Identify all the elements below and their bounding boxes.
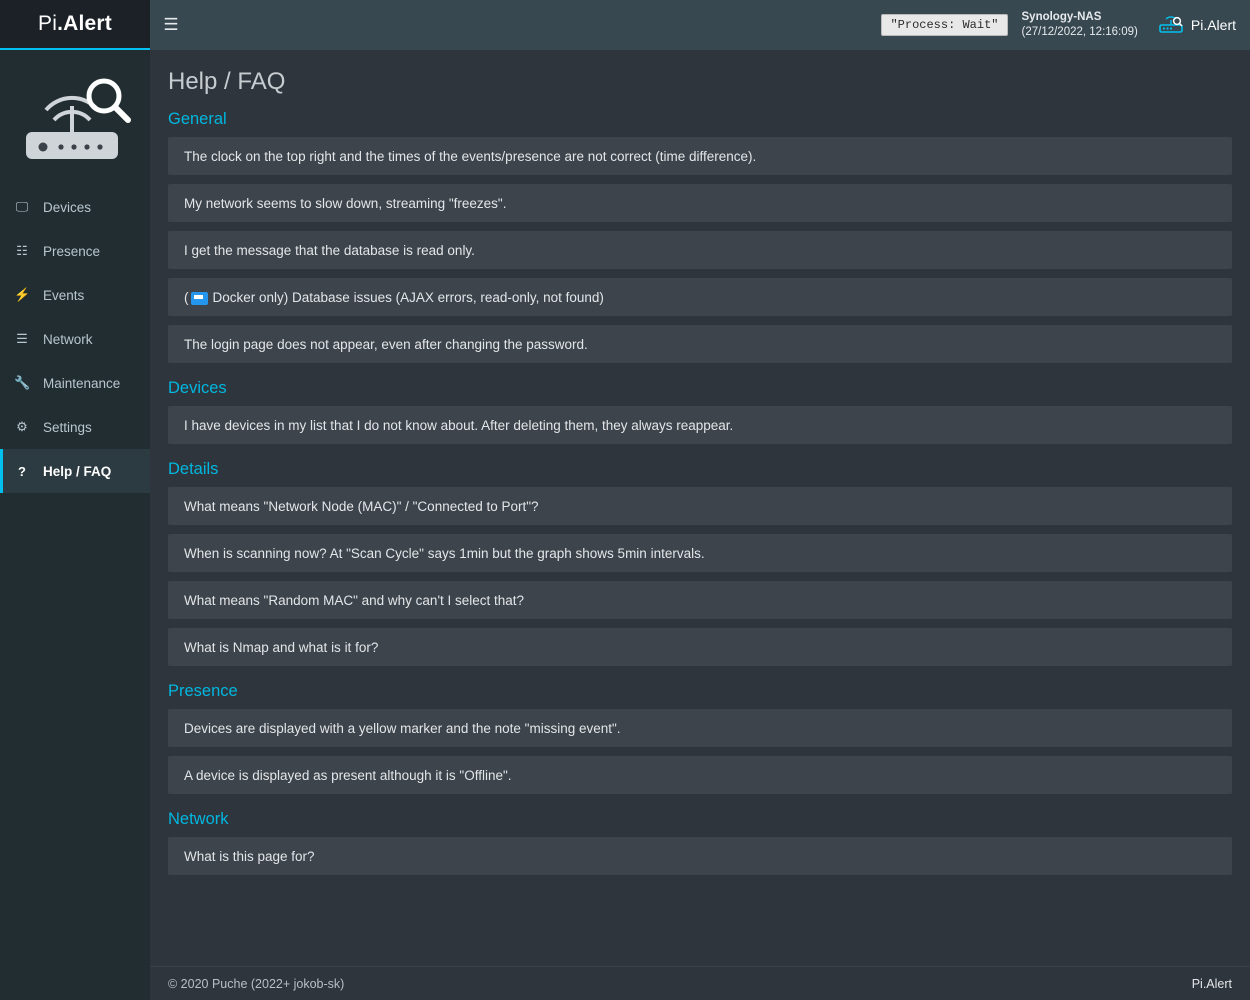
- top-navbar-right: [881, 10, 1236, 40]
- footer: [150, 966, 1250, 1000]
- app-logo[interactable]: [0, 0, 150, 50]
- page-title: Help / FAQ: [168, 68, 286, 95]
- router-icon: [1158, 14, 1184, 37]
- calendar-icon: ☷: [16, 243, 28, 258]
- faq-item[interactable]: What is Nmap and what is it for?: [168, 628, 1232, 666]
- host-time: (27/12/2022, 12:16:09): [1021, 26, 1138, 38]
- section-title-presence: Presence: [168, 682, 238, 700]
- hamburger-menu-icon[interactable]: ☰: [163, 15, 179, 34]
- sidebar-item-label: Devices: [43, 199, 92, 215]
- footer-copyright: © 2020 Puche (2022+ jokob-sk): [168, 976, 345, 991]
- faq-item[interactable]: [168, 278, 1232, 316]
- faq-item[interactable]: When is scanning now? At "Scan Cycle" says 1min but the graph shows 5min intervals.: [168, 534, 1232, 572]
- section-title-details: Details: [168, 460, 219, 478]
- section-title-devices: Devices: [168, 379, 227, 397]
- faq-item[interactable]: I have devices in my list that I do not know about. After deleting them, they always reappear.: [168, 406, 1232, 444]
- top-navbar: [150, 0, 1250, 50]
- sidebar-item-label: Events: [43, 287, 85, 303]
- faq-item[interactable]: What is this page for?: [168, 837, 1232, 875]
- faq-item[interactable]: My network seems to slow down, streaming "freezes".: [168, 184, 1232, 222]
- faq-item[interactable]: Devices are displayed with a yellow marker and the note "missing event".: [168, 709, 1232, 747]
- content-inner: [150, 50, 1250, 966]
- faq-item[interactable]: I get the message that the database is read only.: [168, 231, 1232, 269]
- process-status-badge: "Process: Wait": [881, 14, 1007, 36]
- sidebar-item-label: Settings: [43, 419, 92, 435]
- logo-text-light: Pi: [38, 12, 58, 35]
- section-title-network: Network: [168, 810, 229, 828]
- docker-icon: [191, 292, 208, 305]
- sidebar-item-devices[interactable]: [0, 185, 150, 229]
- host-info: [1022, 10, 1138, 40]
- sidebar-item-settings[interactable]: [0, 405, 150, 449]
- sidebar-item-maintenance[interactable]: [0, 361, 150, 405]
- body-wrapper: [0, 50, 1250, 1000]
- faq-item[interactable]: What means "Random MAC" and why can't I select that?: [168, 581, 1232, 619]
- brand-right-label: Pi.Alert: [1190, 17, 1236, 33]
- sidebar-item-label: Presence: [43, 243, 101, 259]
- list-icon: ☰: [16, 331, 28, 346]
- question-mark-icon: ?: [18, 463, 26, 479]
- footer-brand: Pi.Alert: [1191, 976, 1232, 991]
- bolt-icon: ⚡: [14, 287, 31, 302]
- faq-item[interactable]: The clock on the top right and the times of the events/presence are not correct (time difference).: [168, 137, 1232, 175]
- section-title-general: General: [168, 110, 227, 128]
- monitor-icon: 🖵: [15, 199, 29, 214]
- faq-item[interactable]: A device is displayed as present although it is "Offline".: [168, 756, 1232, 794]
- sidebar-item-label: Maintenance: [43, 375, 121, 391]
- faq-item-label: Docker only) Database issues (AJAX errors, read-only, not found): [212, 289, 604, 305]
- sidebar-menu: [0, 185, 150, 493]
- sidebar-item-label: Help / FAQ: [43, 463, 112, 479]
- gear-icon: ⚙: [16, 419, 28, 434]
- sidebar-logo: [0, 50, 150, 185]
- brand-right[interactable]: [1152, 14, 1236, 37]
- faq-item[interactable]: The login page does not appear, even after changing the password.: [168, 325, 1232, 363]
- main-content: [150, 50, 1250, 1000]
- sidebar-item-events[interactable]: [0, 273, 150, 317]
- sidebar-item-help-faq[interactable]: [0, 449, 150, 493]
- logo-text-bold: .Alert: [57, 12, 112, 35]
- sidebar-item-label: Network: [43, 331, 93, 347]
- faq-item-prefix: (: [184, 289, 189, 305]
- sidebar: [0, 50, 150, 1000]
- faq-item[interactable]: What means "Network Node (MAC)" / "Connected to Port"?: [168, 487, 1232, 525]
- wrench-icon: 🔧: [14, 375, 31, 390]
- host-name: Synology-NAS: [1021, 11, 1102, 23]
- sidebar-item-network[interactable]: [0, 317, 150, 361]
- sidebar-item-presence[interactable]: [0, 229, 150, 273]
- top-bar: [0, 0, 1250, 50]
